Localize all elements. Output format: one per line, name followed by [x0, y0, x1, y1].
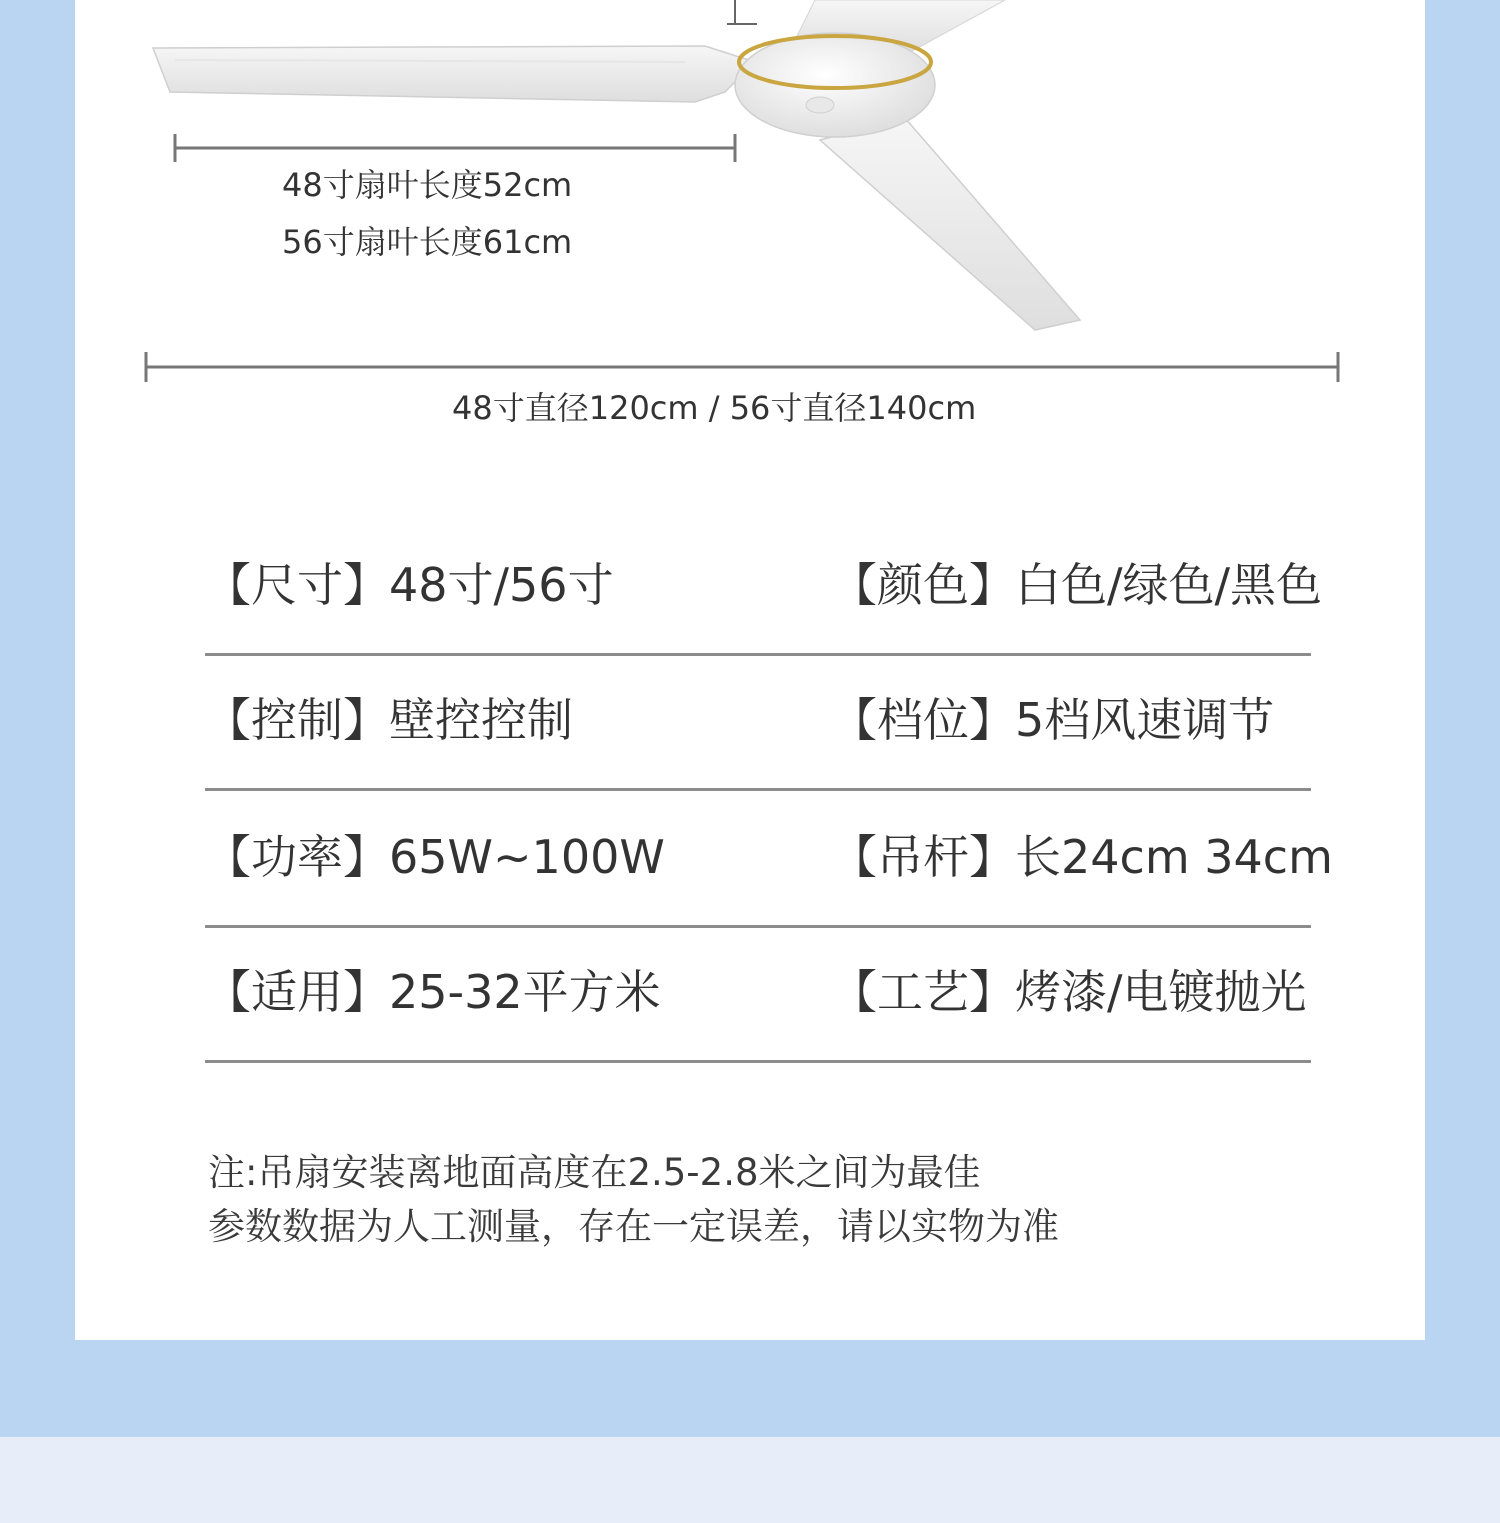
spec-value: 白色/绿色/黑色: [1015, 558, 1322, 612]
spec-label: 【颜色】: [831, 558, 1015, 612]
spec-row: [205, 925, 1311, 1063]
fan-blade-left: [153, 46, 755, 102]
spec-value: 48寸/56寸: [389, 558, 614, 612]
spec-label: 【尺寸】: [205, 558, 389, 612]
spec-label: 【吊杆】: [831, 830, 1015, 884]
spec-downrod: [831, 790, 1333, 925]
blade-length-56-label: 56寸扇叶长度61cm: [282, 223, 573, 261]
spec-row: [205, 790, 1333, 928]
spec-control: [205, 653, 573, 788]
spec-value: 25-32平方米: [389, 965, 661, 1019]
spec-area: [205, 925, 661, 1060]
install-note: 注:吊扇安装离地面高度在2.5-2.8米之间为最佳: [208, 1151, 981, 1194]
ceiling-fan-illustration: [75, 0, 1425, 440]
spec-row: [205, 518, 1322, 656]
fan-hub: [735, 33, 935, 137]
bottom-band: [0, 1437, 1500, 1523]
diameter-label: 48寸直径120cm / 56寸直径140cm: [452, 389, 977, 427]
spec-value: 65W~100W: [389, 830, 665, 884]
spec-value: 烤漆/电镀抛光: [1015, 965, 1307, 1019]
spec-label: 【档位】: [831, 693, 1015, 747]
blade-length-48-label: 48寸扇叶长度52cm: [282, 166, 573, 204]
spec-finish: [831, 925, 1307, 1060]
spec-speed: [831, 653, 1274, 788]
spec-value: 长24cm 34cm: [1015, 830, 1333, 884]
fan-blade-right: [820, 118, 1080, 330]
spec-color: [831, 518, 1322, 653]
spec-label: 【控制】: [205, 693, 389, 747]
spec-row: [205, 653, 1311, 791]
spec-card: [75, 0, 1425, 1340]
spec-size: [205, 518, 614, 653]
measurement-note: 参数数据为人工测量，存在一定误差，请以实物为准: [208, 1205, 1059, 1248]
spec-label: 【功率】: [205, 830, 389, 884]
spec-label: 【适用】: [205, 965, 389, 1019]
spec-value: 壁控控制: [389, 693, 573, 747]
spec-power: [205, 790, 665, 925]
spec-label: 【工艺】: [831, 965, 1015, 1019]
spec-value: 5档风速调节: [1015, 693, 1275, 747]
